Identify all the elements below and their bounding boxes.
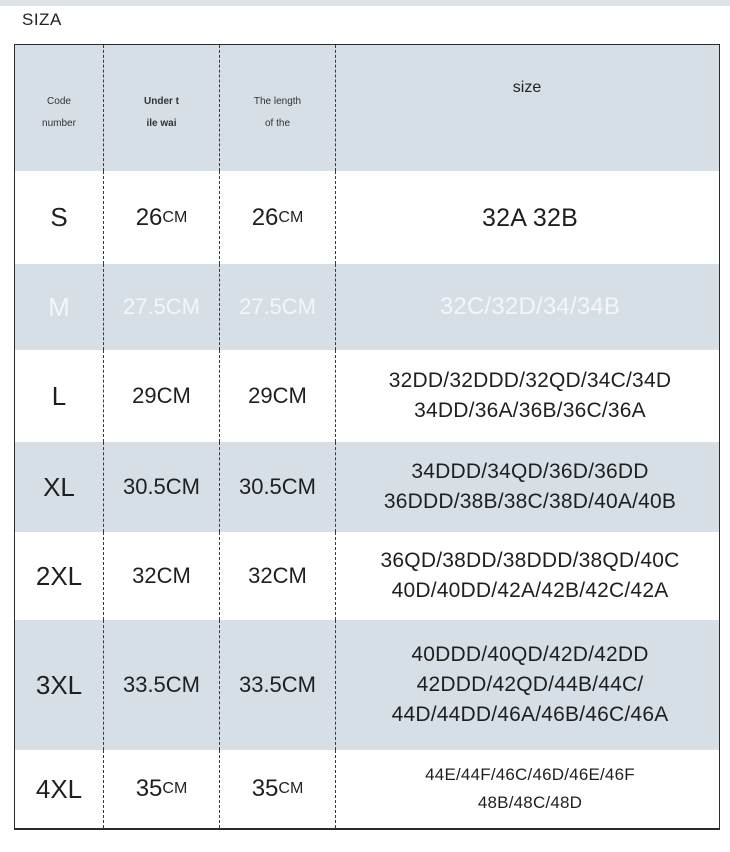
sizes-line: 34DDD/34QD/36D/36DD xyxy=(411,460,649,483)
length-cell xyxy=(219,350,335,442)
code-cell: M xyxy=(48,291,70,322)
table-row-2xl xyxy=(15,532,719,620)
sizes-cell xyxy=(335,264,718,350)
code-cell: 3XL xyxy=(35,669,83,700)
length-cell xyxy=(219,171,335,264)
length-cell xyxy=(219,620,335,750)
header-code-line-1: Code xyxy=(47,96,71,107)
header-code-number xyxy=(15,45,103,171)
sizes-line: 32C/32D/34/34B xyxy=(439,293,621,320)
length-unit: CM xyxy=(278,208,304,226)
under-waist-cell xyxy=(103,350,219,442)
length-value: 27.5 xyxy=(238,294,282,319)
length-cell xyxy=(219,750,335,828)
length-value: 26 xyxy=(251,203,279,231)
under-waist-cell xyxy=(103,620,219,750)
size-table xyxy=(14,44,720,830)
under-value: 26 xyxy=(135,203,163,231)
length-cell xyxy=(219,532,335,620)
code-cell: 4XL xyxy=(35,773,83,804)
sizes-cell xyxy=(335,442,718,532)
under-unit: CM xyxy=(162,208,188,226)
under-value: 35 xyxy=(135,775,163,802)
header-length-line-2: of the xyxy=(264,118,291,129)
header-under-line-1: Under t xyxy=(144,96,179,107)
table-row-s xyxy=(15,171,719,264)
sizes-line: 44D/44DD/46A/46B/46C/46A xyxy=(391,703,669,726)
header-under-waist xyxy=(103,45,219,171)
length-cell xyxy=(219,442,335,532)
header-code-line-2: number xyxy=(42,118,76,129)
sizes-line: 34DD/36A/36B/36C/36A xyxy=(414,399,646,422)
table-row-xl xyxy=(15,442,719,532)
sizes-cell xyxy=(335,620,718,750)
code-cell: 2XL xyxy=(35,560,83,591)
code-cell: XL xyxy=(43,471,75,502)
under-waist-cell xyxy=(103,532,219,620)
sizes-line: 32A 32B xyxy=(482,203,578,232)
code-cell: S xyxy=(50,202,68,232)
under-value: 29 xyxy=(132,383,157,408)
under-value: 27.5 xyxy=(122,294,166,319)
table-row-4xl xyxy=(15,750,719,828)
table-row-m xyxy=(15,264,719,350)
top-strip xyxy=(0,0,730,6)
under-waist-cell xyxy=(103,264,219,350)
header-length xyxy=(219,45,335,171)
length-unit: CM xyxy=(281,474,317,499)
under-unit: CM xyxy=(162,780,188,797)
length-value: 35 xyxy=(251,775,279,802)
sizes-line: 44E/44F/46C/46D/46E/46F xyxy=(425,765,635,784)
under-unit: CM xyxy=(165,474,201,499)
sizes-cell xyxy=(335,532,718,620)
page-title: SIZA xyxy=(22,10,62,29)
sizes-line: 48B/48C/48D xyxy=(477,793,583,812)
length-value: 30.5 xyxy=(238,474,282,499)
length-value: 33.5 xyxy=(238,672,282,697)
sizes-cell xyxy=(335,171,718,264)
table-row-l xyxy=(15,350,719,442)
sizes-line: 40D/40DD/42A/42B/42C/42A xyxy=(391,579,669,602)
length-value: 32 xyxy=(248,563,273,588)
sizes-cell xyxy=(335,750,718,828)
under-value: 33.5 xyxy=(122,672,166,697)
length-unit: CM xyxy=(281,294,317,319)
sizes-line: 36QD/38DD/38DDD/38QD/40C xyxy=(380,549,680,572)
under-value: 32 xyxy=(132,563,157,588)
code-cell: L xyxy=(51,380,67,411)
header-under-line-2: ile wai xyxy=(146,118,177,129)
sizes-line: 36DDD/38B/38C/38D/40A/40B xyxy=(383,490,677,513)
under-waist-cell xyxy=(103,750,219,828)
length-unit: CM xyxy=(272,563,307,588)
under-unit: CM xyxy=(156,383,191,408)
header-size-label: size xyxy=(512,79,542,96)
table-row-3xl xyxy=(15,620,719,750)
length-cell xyxy=(219,264,335,350)
sizes-line: 42DDD/42QD/44B/44C/ xyxy=(416,673,644,696)
length-unit: CM xyxy=(272,383,307,408)
header-size xyxy=(335,45,718,171)
under-waist-cell xyxy=(103,442,219,532)
under-unit: CM xyxy=(165,672,201,697)
table-header-row xyxy=(15,45,719,171)
length-unit: CM xyxy=(281,672,317,697)
under-unit: CM xyxy=(156,563,191,588)
under-unit: CM xyxy=(165,294,201,319)
sizes-line: 32DD/32DDD/32QD/34C/34D xyxy=(388,369,672,392)
under-waist-cell xyxy=(103,171,219,264)
sizes-line: 40DDD/40QD/42D/42DD xyxy=(411,643,649,666)
length-value: 29 xyxy=(248,383,273,408)
length-unit: CM xyxy=(278,780,304,797)
sizes-cell xyxy=(335,350,718,442)
under-value: 30.5 xyxy=(122,474,166,499)
header-length-line-1: The length xyxy=(253,96,302,107)
